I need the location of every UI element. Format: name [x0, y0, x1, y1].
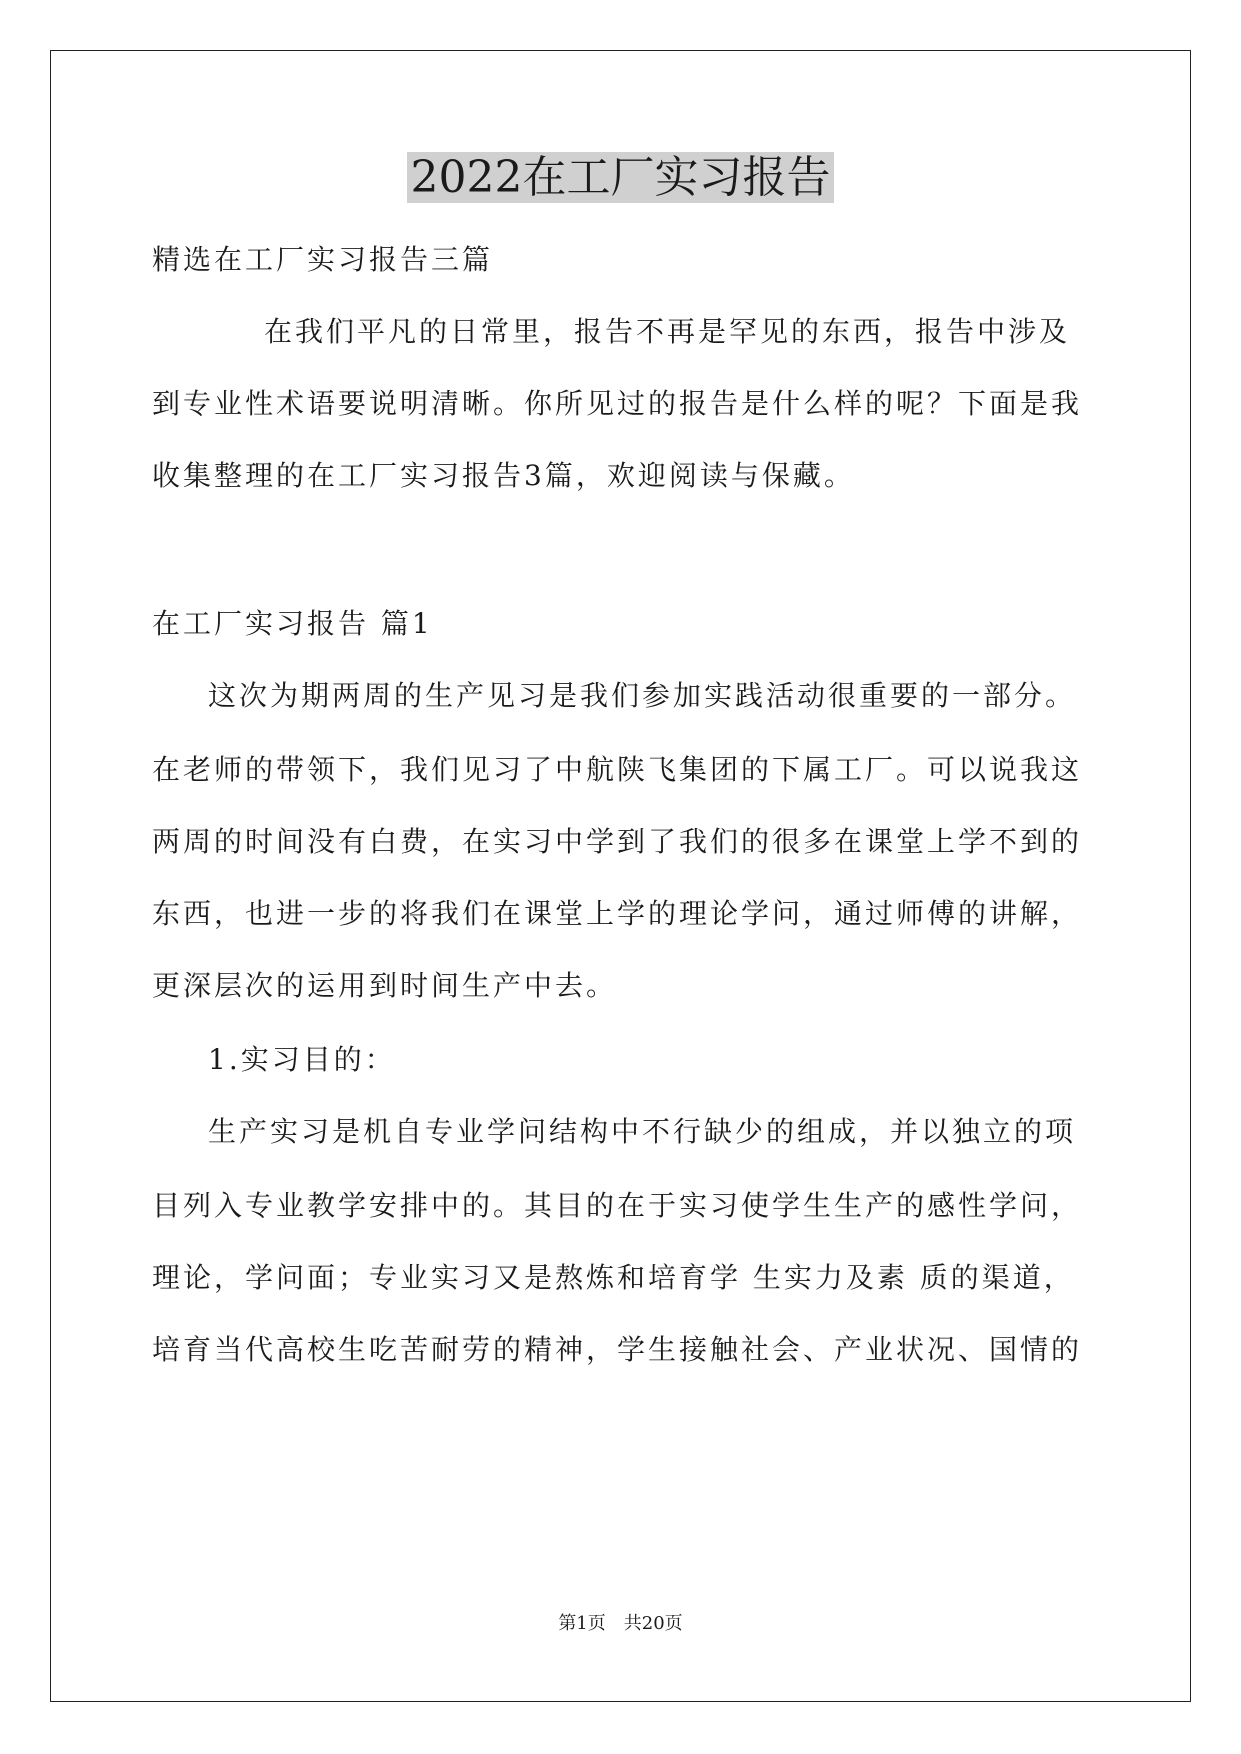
- paragraph-line: 生产实习是机自专业学问结构中不行缺少的组成，并以独立的项: [208, 1115, 1077, 1148]
- paragraph-line: 收集整理的在工厂实习报告3篇，欢迎阅读与保藏。: [152, 459, 855, 492]
- paragraph-line: 到专业性术语要说明清晰。你所见过的报告是什么样的呢？下面是我: [152, 387, 1083, 420]
- paragraph-line: 培育当代高校生吃苦耐劳的精神，学生接触社会、产业状况、国情的: [152, 1333, 1083, 1366]
- paragraph-line: 两周的时间没有白费，在实习中学到了我们的很多在课堂上学不到的: [152, 825, 1083, 858]
- paragraph-line: 理论，学问面；专业实习又是熬炼和培育学 生实力及素 质的渠道，: [152, 1261, 1075, 1294]
- paragraph-line: 东西，也进一步的将我们在课堂上学的理论学问，通过师傅的讲解，: [152, 897, 1083, 930]
- paragraph-line: 目列入专业教学安排中的。其目的在于实习使学生生产的感性学问，: [152, 1189, 1083, 1222]
- numbered-heading: 1.实习目的：: [208, 1043, 396, 1076]
- document-title-text: 2022在工厂实习报告: [407, 152, 835, 203]
- paragraph-line: 更深层次的运用到时间生产中去。: [152, 969, 618, 1002]
- paragraph-line: 在老师的带领下，我们见习了中航陕飞集团的下属工厂。可以说我这: [152, 753, 1083, 786]
- section-heading: 在工厂实习报告 篇1: [152, 607, 433, 640]
- paragraph-line: 这次为期两周的生产见习是我们参加实践活动很重要的一部分。: [208, 679, 1077, 712]
- page-number: 第1页 共20页: [558, 1613, 683, 1634]
- document-title: [0, 148, 1241, 208]
- page-border: [50, 50, 1191, 1702]
- paragraph-line: 在我们平凡的日常里，报告不再是罕见的东西，报告中涉及: [264, 315, 1071, 348]
- subtitle-line: 精选在工厂实习报告三篇: [152, 243, 494, 276]
